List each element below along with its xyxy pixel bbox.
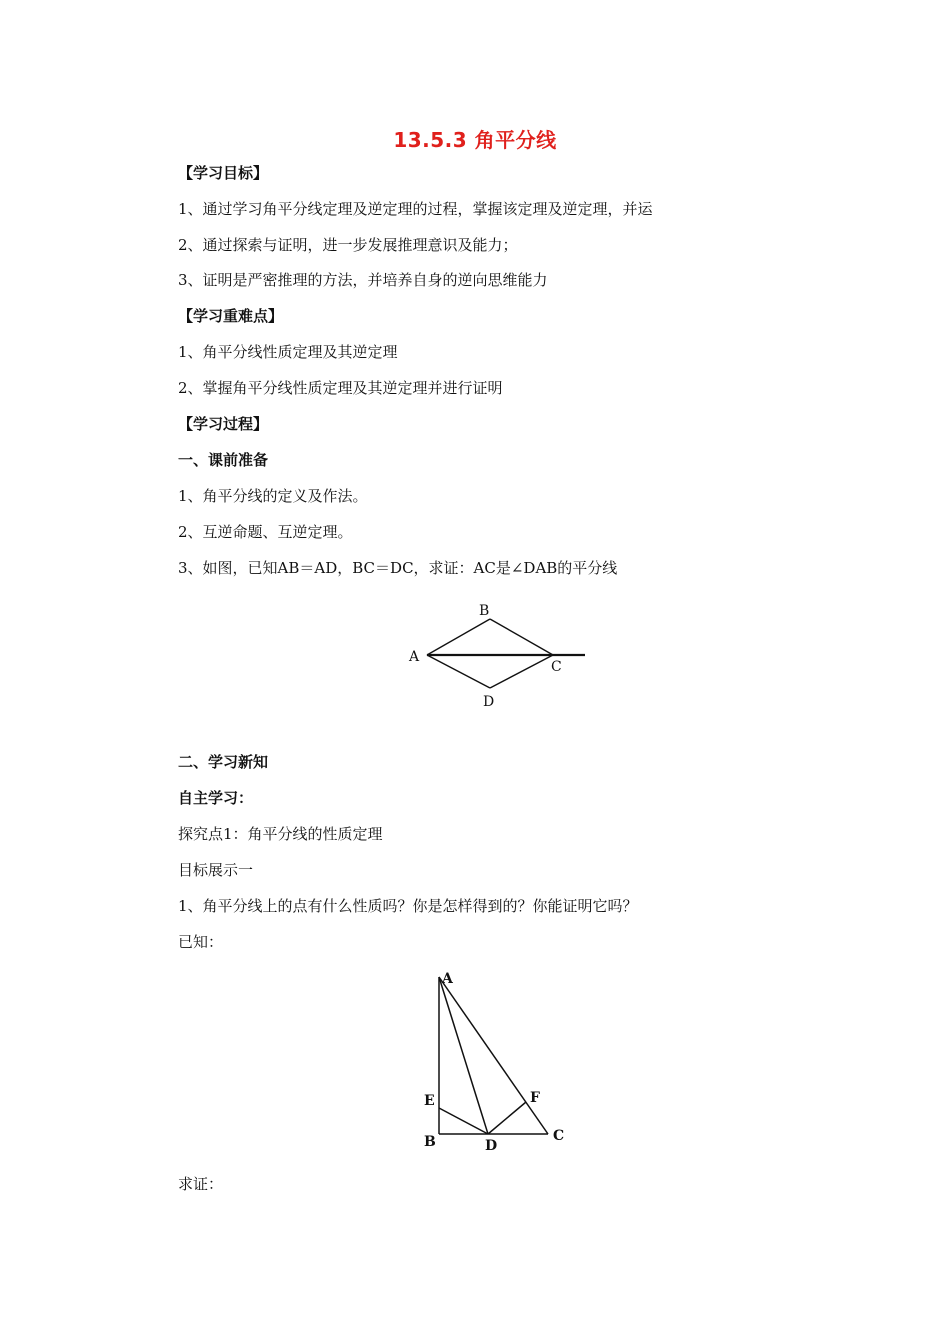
page-title: 13.5.3 角平分线 [393,128,557,152]
segment-dc [490,655,553,688]
part1-item: 2、互逆命题、互逆定理。 [178,523,353,541]
key-point-item: 1、角平分线性质定理及其逆定理 [178,343,398,361]
label-b: B [424,1134,436,1150]
segment-ad [439,977,488,1134]
label-c: C [553,1128,565,1144]
label-d: D [483,694,495,710]
objective-item: 2、通过探索与证明，进一步发展推理意识及能力； [178,236,518,254]
given-label: 已知： [178,933,224,951]
segment-df [488,1102,526,1134]
part1-heading: 一、课前准备 [178,451,269,469]
objective-item: 1、通过学习角平分线定理及逆定理的过程，掌握该定理及逆定理，并运 [178,200,653,218]
figure-bisector-diagram [415,962,580,1157]
key-points-heading: 【学习重难点】 [178,307,284,325]
self-study-label: 自主学习： [178,789,254,807]
part2-heading: 二、学习新知 [178,753,269,771]
segment-ab [427,619,490,655]
label-a: A [409,649,420,665]
objective-item: 3、证明是严密推理的方法，并培养自身的逆向思维能力 [178,271,548,289]
segment-ac [439,977,548,1134]
label-e: E [424,1093,435,1109]
label-c: C [551,659,562,675]
label-f: F [530,1090,540,1106]
key-point-item: 2、掌握角平分线性质定理及其逆定理并进行证明 [178,379,503,397]
objectives-heading: 【学习目标】 [178,164,269,182]
process-heading: 【学习过程】 [178,415,269,433]
label-d: D [485,1138,498,1154]
goal-display: 目标展示一 [178,861,254,879]
explore-point: 探究点1：角平分线的性质定理 [178,825,383,843]
part1-item: 1、角平分线的定义及作法。 [178,487,368,505]
segment-bc [490,619,553,655]
part1-item: 3、如图，已知AB＝AD，BC＝DC，求证：AC是∠DAB的平分线 [178,559,618,577]
question-1: 1、角平分线上的点有什么性质吗？你是怎样得到的？你能证明它吗？ [178,897,638,915]
label-a: A [442,971,453,987]
label-b: B [479,603,490,619]
prove-label: 求证： [178,1175,224,1193]
figure-kite-diagram [395,597,595,712]
segment-ad [427,655,490,688]
